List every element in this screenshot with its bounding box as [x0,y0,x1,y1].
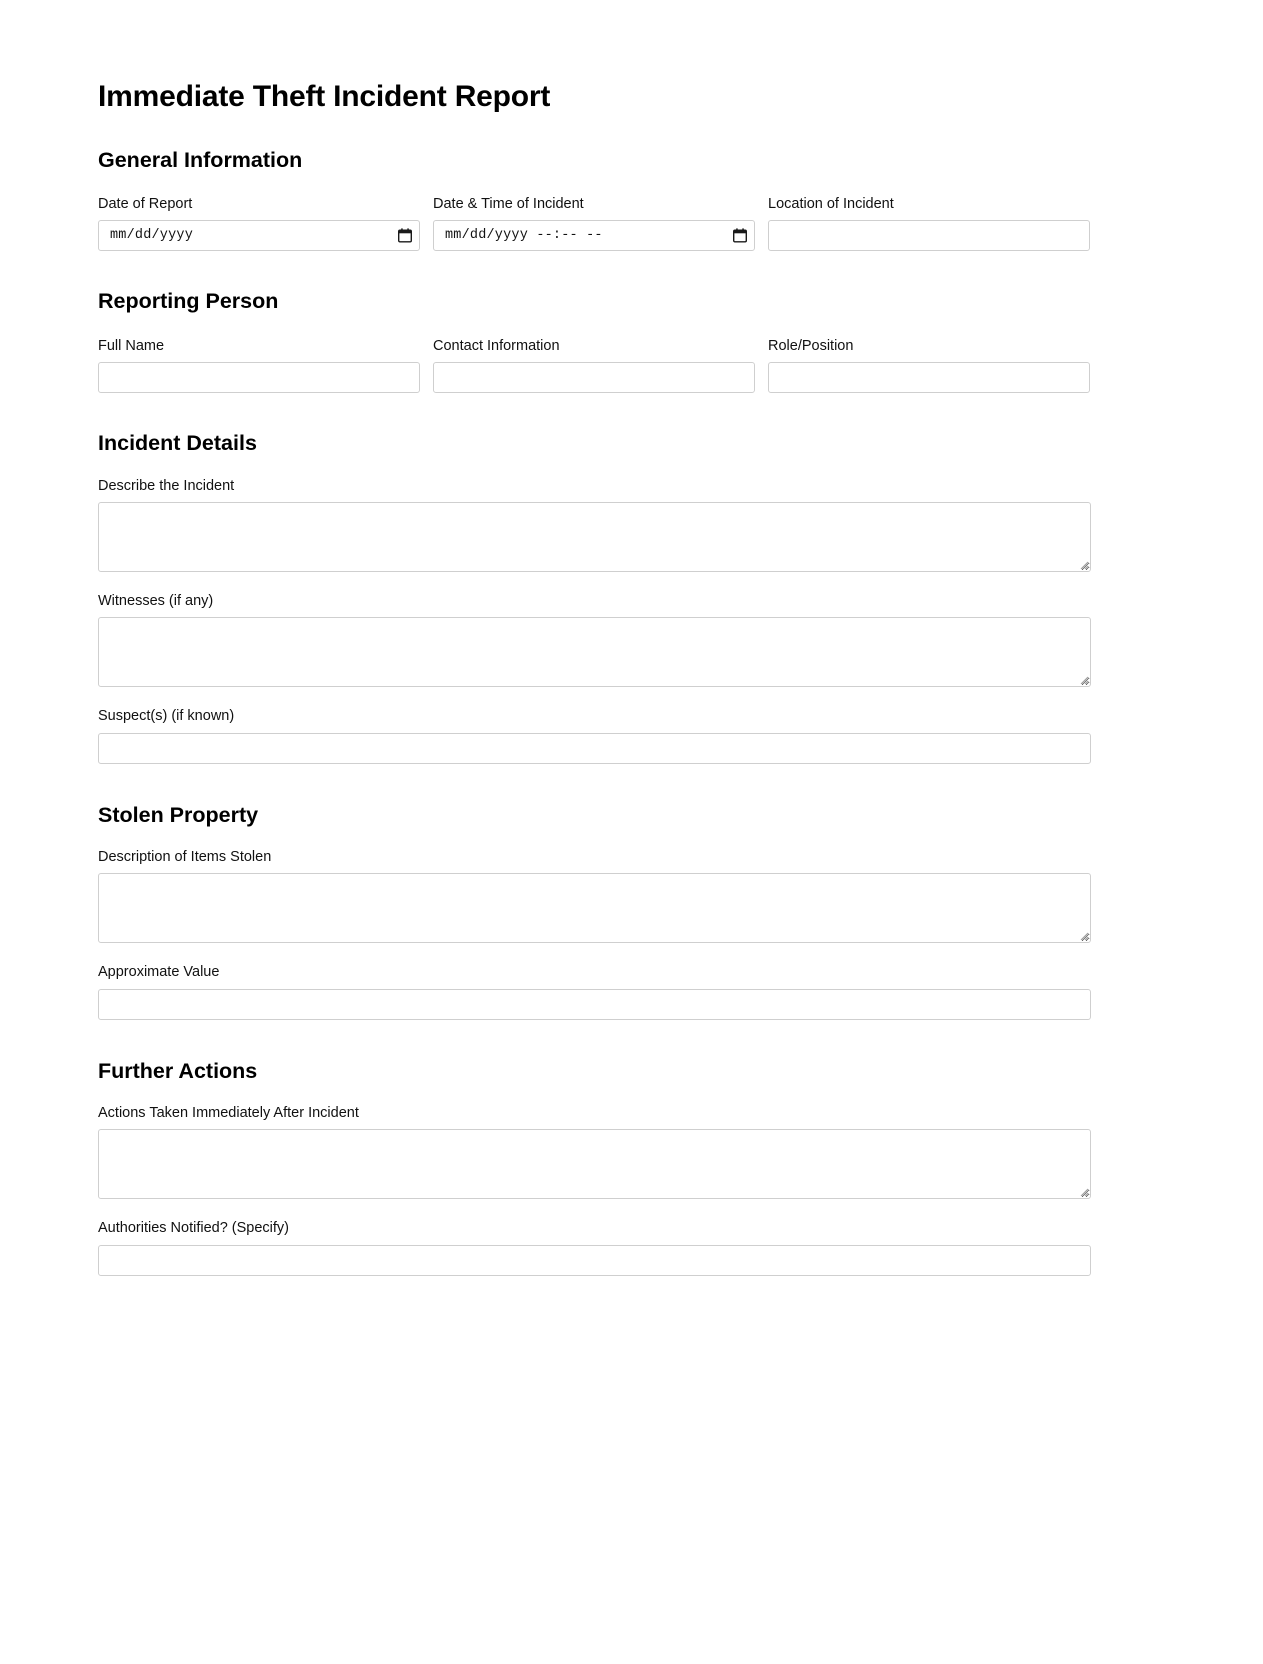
date-time-of-incident-input[interactable] [433,220,755,251]
section-heading-reporting-person: Reporting Person [98,289,279,314]
witnesses-textarea[interactable] [98,617,1091,687]
field-role-position [768,337,1090,393]
contact-information-input[interactable] [433,362,755,393]
suspects-input[interactable] [98,733,1091,764]
field-contact-information [433,337,755,393]
page-title: Immediate Theft Incident Report [98,80,551,113]
label-full-name: Full Name [98,338,165,355]
actions-taken-textarea[interactable] [98,1129,1091,1199]
field-approximate-value [98,963,1091,1019]
date-time-of-incident-placeholder: mm/dd/yyyy --:-- -- [445,228,603,244]
date-of-report-placeholder: mm/dd/yyyy [110,228,194,244]
label-suspects: Suspect(s) (if known) [98,708,235,725]
approximate-value-input[interactable] [98,989,1091,1020]
describe-incident-wrapper [98,502,1091,572]
description-items-stolen-textarea[interactable] [98,873,1091,943]
actions-taken-wrapper [98,1129,1091,1199]
general-information-fields-row [98,195,1091,251]
label-date-time-of-incident: Date & Time of Incident [433,196,584,213]
label-location-of-incident: Location of Incident [768,196,894,213]
label-actions-taken: Actions Taken Immediately After Incident [98,1105,359,1122]
label-describe-incident: Describe the Incident [98,478,235,495]
section-general-information [98,148,1091,252]
role-position-input[interactable] [768,362,1090,393]
label-witnesses: Witnesses (if any) [98,593,214,610]
full-name-input[interactable] [98,362,420,393]
field-description-items-stolen [98,848,1091,943]
label-role-position: Role/Position [768,338,854,355]
section-heading-stolen-property: Stolen Property [98,802,259,827]
field-date-of-report [98,195,420,251]
description-items-stolen-wrapper [98,873,1091,943]
label-approximate-value: Approximate Value [98,964,220,981]
field-date-time-of-incident [433,195,755,251]
section-incident-details [98,431,1091,763]
witnesses-wrapper [98,617,1091,687]
label-authorities-notified: Authorities Notified? (Specify) [98,1220,289,1237]
section-heading-further-actions: Further Actions [98,1058,258,1083]
label-description-items-stolen: Description of Items Stolen [98,849,272,866]
field-witnesses [98,592,1091,687]
section-heading-incident-details: Incident Details [98,431,257,456]
field-actions-taken [98,1104,1091,1199]
label-date-of-report: Date of Report [98,196,193,213]
authorities-notified-input[interactable] [98,1245,1091,1276]
section-stolen-property [98,803,1091,1020]
field-authorities-notified [98,1219,1091,1275]
section-reporting-person [98,289,1091,393]
field-full-name [98,337,420,393]
section-further-actions [98,1059,1091,1276]
calendar-icon[interactable] [733,228,747,243]
calendar-icon[interactable] [398,228,412,243]
location-of-incident-input[interactable] [768,220,1090,251]
field-describe-incident [98,477,1091,572]
field-location-of-incident [768,195,1090,251]
field-suspects [98,707,1091,763]
section-heading-general-information: General Information [98,147,303,172]
label-contact-information: Contact Information [433,338,560,355]
reporting-person-fields-row [98,337,1091,393]
form-container [98,0,1091,1276]
describe-incident-textarea[interactable] [98,502,1091,572]
date-of-report-input[interactable] [98,220,420,251]
